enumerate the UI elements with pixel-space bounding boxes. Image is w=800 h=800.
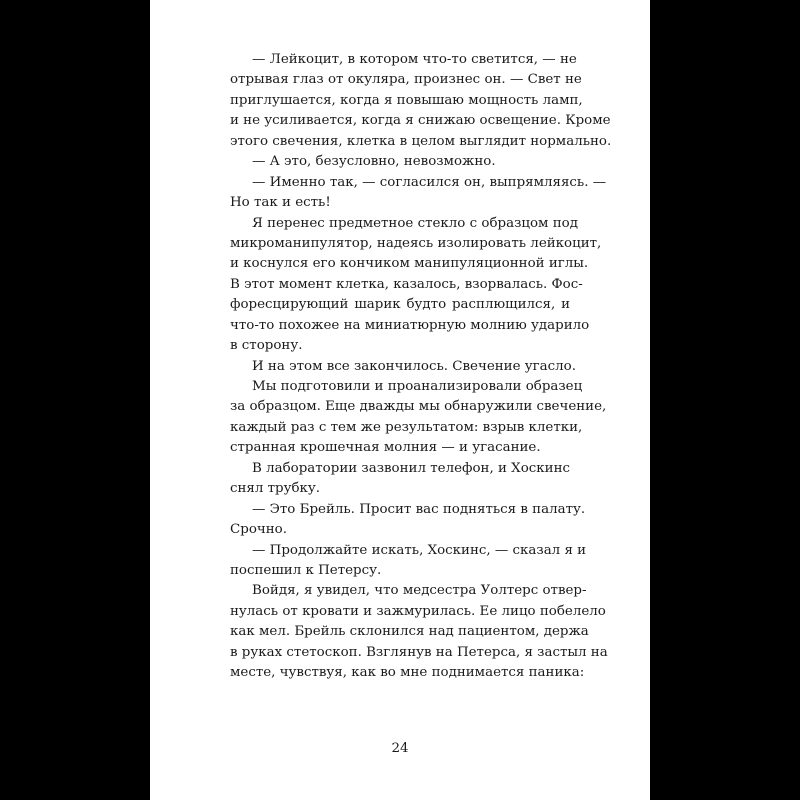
text-line: этого свечения, клетка в целом выглядит нормально. xyxy=(230,133,612,149)
text-line: — Это Брейль. Просит вас подняться в палату. xyxy=(252,501,586,517)
text-line: каждый раз с тем же результатом: взрыв клетки, xyxy=(230,419,583,435)
text-line: приглушается, когда я повышаю мощность ламп, xyxy=(230,92,583,108)
text-line: — Именно так, — согласился он, выпрямляясь. — xyxy=(252,174,607,190)
text-line: снял трубку. xyxy=(230,481,321,497)
page-text xyxy=(230,50,612,684)
text-line: Я перенес предметное стекло с образцом под xyxy=(252,215,578,231)
text-line: месте, чувствуя, как во мне поднимается паника: xyxy=(230,665,585,681)
text-line: микроманипулятор, надеясь изолировать лейкоцит, xyxy=(230,235,602,251)
text-line: — Продолжайте искать, Хоскинс, — сказал я и xyxy=(252,542,587,558)
text-line: форесцирующий шарик будто расплющился, и xyxy=(230,297,570,313)
text-line: и коснулся его кончиком манипуляционной иглы. xyxy=(230,256,589,272)
text-line: — А это, безусловно, невозможно. xyxy=(252,154,496,170)
text-line: за образцом. Еще дважды мы обнаружили свечение, xyxy=(230,399,607,415)
text-line: странная крошечная молния — и угасание. xyxy=(230,440,541,456)
text-line: поспешил к Петерсу. xyxy=(230,562,382,578)
text-line: отрывая глаз от окуляра, произнес он. — Свет не xyxy=(230,72,582,88)
text-line: И на этом все закончилось. Свечение угасло. xyxy=(252,358,576,374)
text-line: в руках стетоскоп. Взглянув на Петерса, я застыл на xyxy=(230,644,608,660)
text-line: в сторону. xyxy=(230,338,303,354)
text-line: Но так и есть! xyxy=(230,195,331,211)
book-page xyxy=(150,0,650,800)
text-line: В лаборатории зазвонил телефон, и Хоскинс xyxy=(252,460,570,476)
text-line: нулась от кровати и зажмурилась. Ее лицо побелело xyxy=(230,603,606,619)
text-line: как мел. Брейль склонился над пациентом, держа xyxy=(230,624,589,640)
text-line: Мы подготовили и проанализировали образец xyxy=(252,379,583,394)
text-line: Войдя, я увидел, что медсестра Уолтерс отвер- xyxy=(252,583,587,599)
text-line: что-то похожее на миниатюрную молнию ударило xyxy=(230,317,590,333)
text-line: Срочно. xyxy=(230,522,287,538)
text-line: В этот момент клетка, казалось, взорвалась. Фос- xyxy=(230,276,583,292)
text-line: — Лейкоцит, в котором что-то светится, — не xyxy=(252,52,577,67)
page-number: 24 xyxy=(391,741,409,756)
text-line: и не усиливается, когда я снижаю освещение. Кроме xyxy=(230,113,611,129)
